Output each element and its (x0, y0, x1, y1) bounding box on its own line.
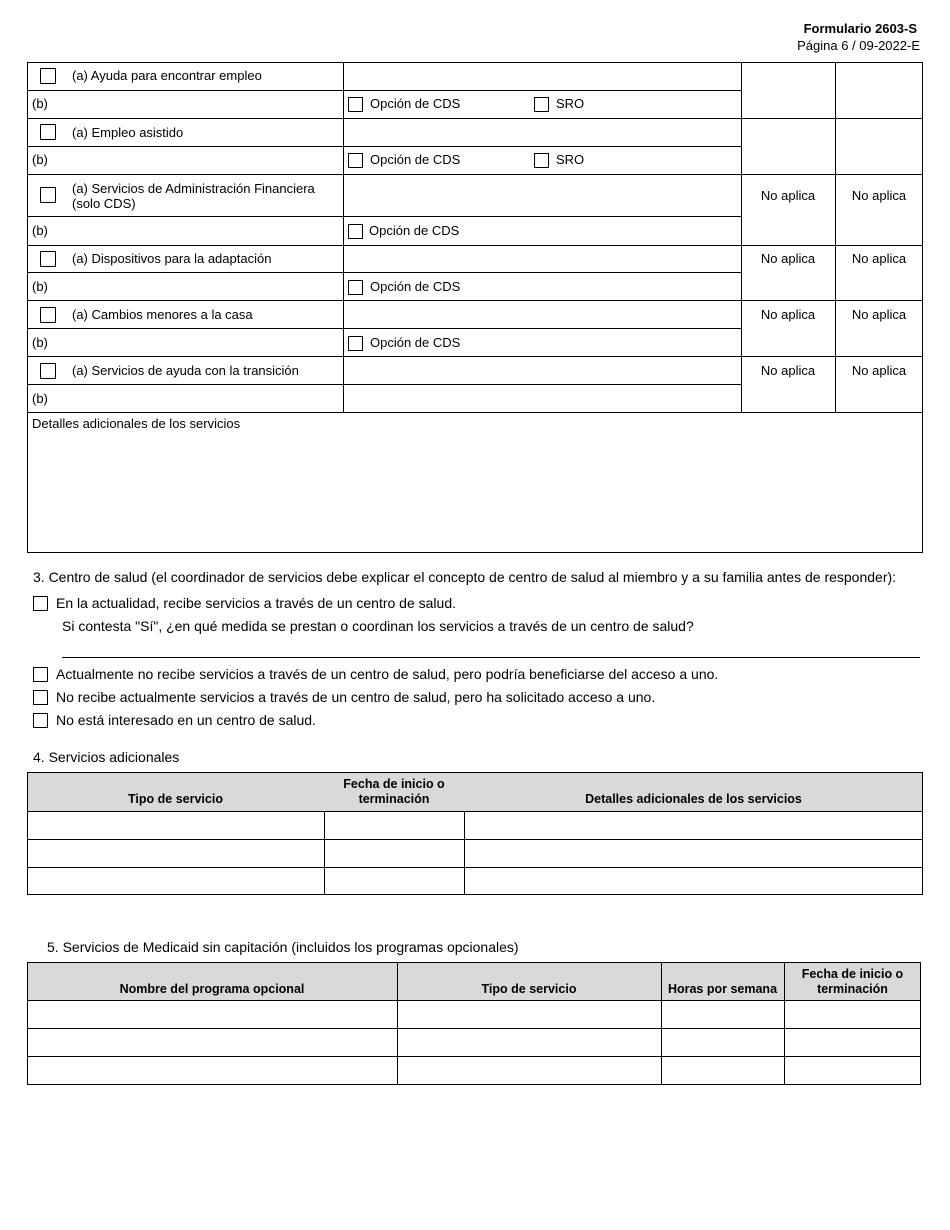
cds-option-label: Opción de CDS (370, 279, 461, 294)
not-applicable-text: No aplica (851, 188, 907, 203)
cds-option-label: Opción de CDS (370, 335, 461, 350)
not-applicable-text: No aplica (760, 188, 816, 203)
column-divider (835, 62, 836, 413)
adaptive-aids-checkbox[interactable] (40, 251, 56, 267)
row-divider (27, 174, 923, 175)
not-applicable-text: No aplica (851, 363, 907, 378)
row-b-label: (b) (32, 152, 48, 167)
cds-option-label: Opción de CDS (370, 152, 461, 167)
cds-option-label: Opción de CDS (370, 96, 461, 111)
additional-details-field[interactable] (28, 432, 922, 552)
cds-option-checkbox[interactable] (348, 280, 363, 295)
cds-option-label: Opción de CDS (369, 223, 460, 238)
row-divider (27, 118, 923, 119)
column-divider (464, 811, 465, 895)
col-date-line2: terminación (358, 792, 430, 806)
column-divider (661, 962, 662, 1001)
row-divider (27, 300, 923, 301)
row-divider (27, 272, 741, 273)
health-home-option2-label: Actualmente no recibe servicios a través de un centro de salud, pero podría beneficiarse del acceso a uno. (56, 666, 719, 682)
row-divider (27, 1056, 921, 1057)
health-home-option4-checkbox[interactable] (33, 713, 48, 728)
form-number: Formulario 2603-S (803, 21, 917, 36)
row-b-label: (b) (32, 279, 48, 294)
transition-assistance-label: (a) Servicios de ayuda con la transición (72, 363, 299, 378)
health-home-option3-label: No recibe actualmente servicios a través de un centro de salud, pero ha solicitado acceso a uno. (56, 689, 656, 705)
cds-option-checkbox[interactable] (348, 336, 363, 351)
row-divider (27, 839, 923, 840)
sro-label: SRO (556, 152, 585, 167)
adaptive-aids-label: (a) Dispositivos para la adaptación (72, 251, 272, 266)
row-divider (27, 328, 741, 329)
column-divider (324, 811, 325, 895)
health-home-option4-label: No está interesado en un centro de salud. (56, 712, 316, 728)
not-applicable-text: No aplica (851, 251, 907, 266)
column-divider (741, 62, 742, 413)
not-applicable-text: No aplica (851, 307, 907, 322)
row-divider (27, 356, 923, 357)
row-b-label: (b) (32, 391, 48, 406)
col-program-name: Nombre del programa opcional (119, 982, 305, 996)
employment-assistance-label: (a) Ayuda para encontrar empleo (72, 68, 262, 83)
col-date-line1: Fecha de inicio o (801, 967, 904, 981)
sro-label: SRO (556, 96, 585, 111)
minor-home-modifications-checkbox[interactable] (40, 307, 56, 323)
health-home-option1-label: En la actualidad, recibe servicios a través de un centro de salud. (56, 595, 457, 611)
row-b-label: (b) (32, 96, 48, 111)
column-divider (343, 62, 344, 413)
transition-assistance-checkbox[interactable] (40, 363, 56, 379)
column-divider (661, 1000, 662, 1085)
health-home-followup-question: Si contesta "Sí", ¿en qué medida se prestan o coordinan los servicios a través de un centro de salud? (62, 618, 694, 634)
col-date-line1: Fecha de inicio o (343, 777, 445, 791)
sro-checkbox[interactable] (534, 97, 549, 112)
supported-employment-checkbox[interactable] (40, 124, 56, 140)
table-body (27, 1000, 921, 1085)
row-divider (27, 1028, 921, 1029)
row-divider (27, 384, 741, 385)
sro-checkbox[interactable] (534, 153, 549, 168)
additional-services-title: 4. Servicios adicionales (33, 749, 180, 765)
health-home-question: 3. Centro de salud (el coordinador de servicios debe explicar el concepto de centro de salud al miembro y a su familia antes de responder): (33, 569, 897, 585)
not-applicable-text: No aplica (760, 307, 816, 322)
row-b-label: (b) (32, 335, 48, 350)
not-applicable-text: No aplica (760, 251, 816, 266)
health-home-option3-checkbox[interactable] (33, 690, 48, 705)
cds-option-checkbox[interactable] (348, 97, 363, 112)
col-date-line2: terminación (817, 982, 888, 996)
minor-home-modifications-label: (a) Cambios menores a la casa (72, 307, 253, 322)
supported-employment-label: (a) Empleo asistido (72, 125, 184, 140)
cds-option-checkbox[interactable] (348, 224, 363, 239)
non-capitated-services-title: 5. Servicios de Medicaid sin capitación (incluidos los programas opcionales) (47, 939, 519, 955)
column-divider (397, 1000, 398, 1085)
cds-option-checkbox[interactable] (348, 153, 363, 168)
row-divider (27, 245, 923, 246)
employment-assistance-checkbox[interactable] (40, 68, 56, 84)
row-divider (27, 412, 923, 413)
not-applicable-text: No aplica (760, 363, 816, 378)
financial-management-label-line2: (solo CDS) (72, 196, 136, 211)
col-service-type: Tipo de servicio (128, 792, 223, 806)
column-divider (784, 962, 785, 1001)
health-home-option2-checkbox[interactable] (33, 667, 48, 682)
page-info: Página 6 / 09-2022-E (797, 38, 920, 53)
additional-details-label: Detalles adicionales de los servicios (32, 416, 241, 431)
col-hours-per-week: Horas por semana (667, 982, 778, 996)
financial-management-checkbox[interactable] (40, 187, 56, 203)
health-home-followup-answer-line[interactable] (62, 657, 920, 658)
table-body (27, 811, 923, 895)
col-details: Detalles adicionales de los servicios (585, 792, 802, 806)
col-service-type: Tipo de servicio (481, 982, 577, 996)
health-home-option1-checkbox[interactable] (33, 596, 48, 611)
row-divider (27, 90, 741, 91)
row-b-label: (b) (32, 223, 48, 238)
row-divider (27, 867, 923, 868)
column-divider (397, 962, 398, 1001)
row-divider (27, 216, 741, 217)
column-divider (784, 1000, 785, 1085)
row-divider (27, 146, 741, 147)
financial-management-label-line1: (a) Servicios de Administración Financiera (72, 181, 315, 196)
